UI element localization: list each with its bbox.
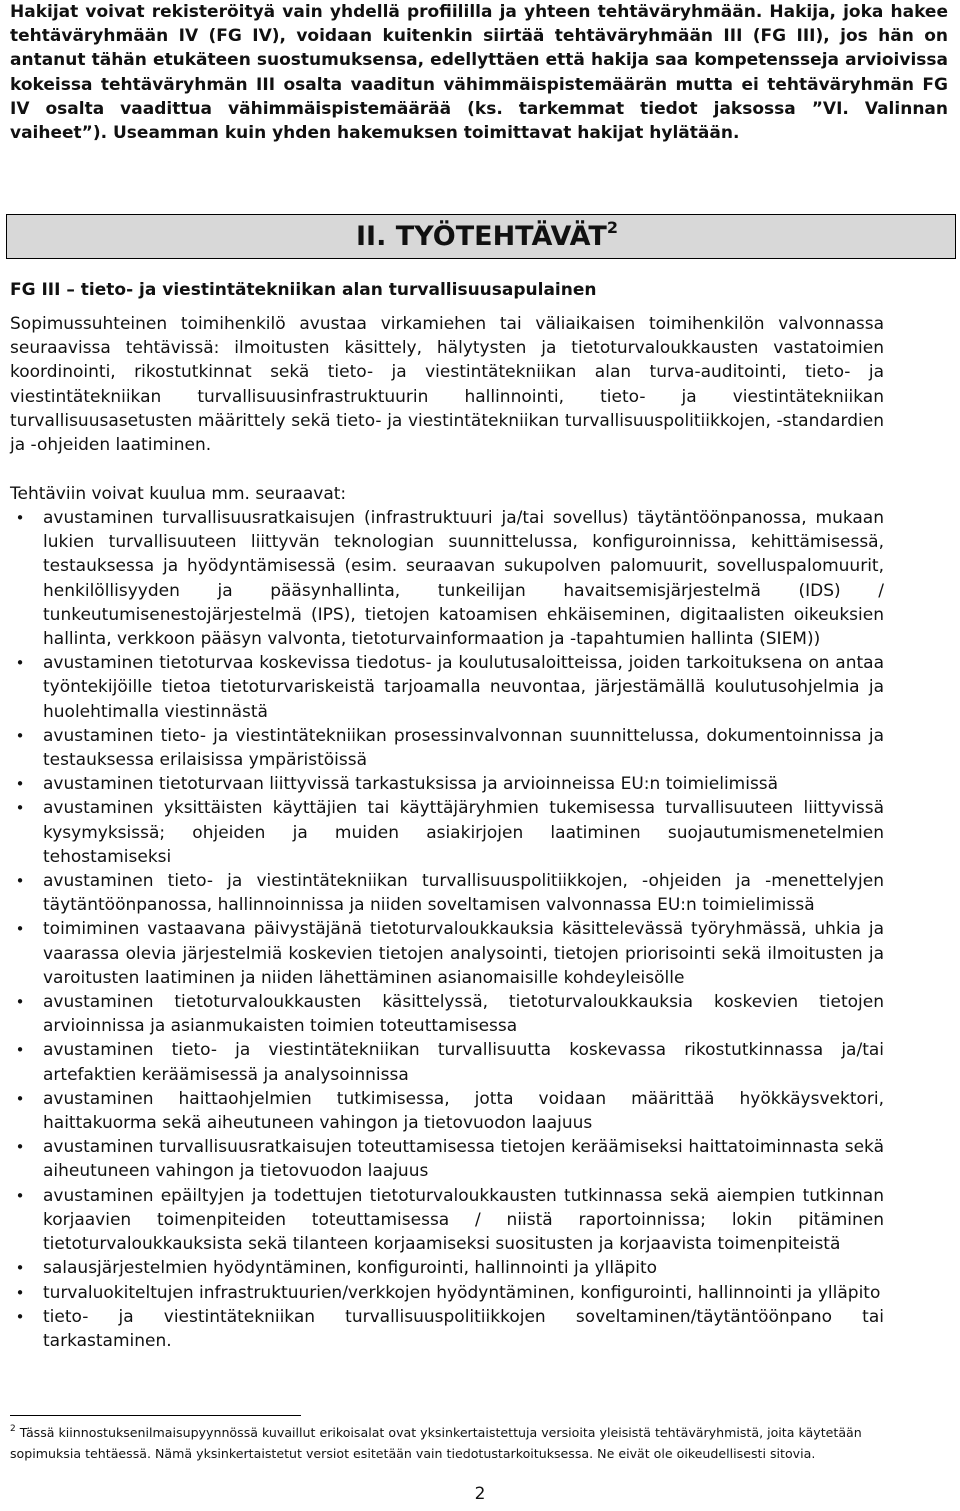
list-item	[10, 917, 884, 990]
bullet-icon: •	[15, 993, 25, 1012]
task-text: avustaminen epäiltyjen ja todettujen tietoturvaloukkausten tutkinnassa sekä aiempien tutkinnan korjaavien toimenpiteiden toteuttamisessa / niistä raportoinnissa; lokin pitäminen tietoturvaloukkauksista sekä tilanteen korjaamiseksi suositusten ja korjaavista toimenpiteistä	[43, 1185, 884, 1255]
list-item	[10, 772, 884, 796]
task-text: avustaminen tieto- ja viestintätekniikan turvallisuutta koskevassa rikostutkinnassa ja/tai artefaktien keräämisessä ja analysoinnissa	[43, 1040, 884, 1085]
section-title	[0, 216, 960, 258]
task-text: avustaminen yksittäisten käyttäjien tai käyttäjäryhmien tukemisessa turvallisuuteen liittyvissä kysymyksissä; ohjeiden ja muiden asiakirjojen laatiminen suojautumismenetelmien tehostamiseksi	[43, 798, 884, 867]
bullet-icon: •	[15, 920, 25, 939]
list-item	[10, 1256, 884, 1280]
task-text: avustaminen turvallisuusratkaisujen toteuttamisessa tietojen keräämiseksi haittatoiminnasta sekä aiheutuneen vahingon ja tietovuodon laajuus	[43, 1137, 884, 1182]
task-text: turvaluokiteltujen infrastruktuurien/verkkojen hyödyntäminen, konfigurointi, hallinnointi ja ylläpito	[43, 1282, 881, 1303]
section-footnote-ref[interactable]: 2	[606, 218, 618, 237]
bullet-icon: •	[15, 654, 25, 673]
page-number: 2	[474, 1484, 486, 1504]
list-item	[10, 1038, 884, 1086]
list-item	[10, 1135, 884, 1183]
tasks-lead: Tehtäviin voivat kuulua mm. seuraavat:	[10, 484, 347, 504]
list-item	[10, 1087, 884, 1135]
bullet-icon: •	[15, 1307, 25, 1326]
task-text: avustaminen tietoturvaloukkausten käsittelyssä, tietoturvaloukkauksia koskevien tietojen arvioinnissa ja asianmukaisten toimien toteuttamisessa	[43, 992, 884, 1037]
task-text: avustaminen haittaohjelmien tutkimisessa, jotta voidaan määrittää hyökkäysvektori, haittakuorma sekä aiheutuneen vahingon ja tietovuodon laajuus	[43, 1088, 884, 1134]
tasks-list	[10, 506, 884, 1353]
job-description: Sopimussuhteinen toimihenkilö avustaa virkamiehen tai väliaikaisen toimihenkilön valvonnassa seuraavissa tehtävissä: ilmoitusten käsittely, hälytysten ja tietoturvaloukkausten vastatoimien koordinointi, rikostutkinnat sekä tieto- ja viestintätekniikan alan turva-auditointi, tieto- ja viestintätekniikan turvallisuusinfrastruktuurin hallinnointi, tieto- ja viestintätekniikan turvallisuusasetusten määrittely sekä tieto- ja viestintätekniikan turvallisuuspolitiikkojen, -standardien ja -ohjeiden laatiminen.	[10, 314, 884, 456]
footnote	[10, 1422, 910, 1464]
footnote-divider	[10, 1415, 301, 1416]
footnote-number: 2	[10, 1424, 16, 1434]
task-text: avustaminen tieto- ja viestintätekniikan turvallisuuspolitiikkojen, -ohjeiden ja -menettelyjen täytäntöönpanossa, hallinnoinnissa ja niiden soveltamisen valvonnassa EU:n toimielimissä	[43, 871, 884, 916]
list-item	[10, 796, 884, 869]
list-item	[10, 1281, 884, 1305]
list-item	[10, 869, 884, 917]
bullet-icon: •	[15, 726, 25, 745]
task-text: avustaminen tietoturvaa koskevissa tiedotus- ja koulutusaloitteissa, joiden tarkoituksena on antaa työntekijöille tietoa tietoturvariskeistä tarjoamalla neuvontaa, järjestämällä koulutusohjelmia ja huolehtimalla viestinnästä	[43, 653, 884, 722]
task-text: tieto- ja viestintätekniikan turvallisuuspolitiikkojen soveltaminen/täytäntöönpano tai tarkastaminen.	[43, 1306, 884, 1351]
task-text: toimiminen vastaavana päivystäjänä tietoturvaloukkauksia käsittelevässä työryhmässä, uhkia ja vaarassa olevia järjestelmiä koskevien tietojen analysointi, tietojen priorisointi sekä ilmoitusten ja varoitusten laatiminen ja niiden lähettäminen asianomaisille kohdeyleisölle	[43, 919, 884, 988]
section-title-text: II. TYÖTEHTÄVÄT	[356, 221, 607, 252]
task-text: avustaminen turvallisuusratkaisujen (infrastruktuuri ja/tai sovellus) täytäntöönpanossa, mukaan lukien turvallisuuteen liittyvän teknologian suunnittelussa, konfiguroinnissa, kehittämisessä, testauksessa ja hyödyntämisessä (esim. seuraavan sukupolven palomuurit, sovelluspalomuurit, henkilöllisyyden ja pääsynhallinta, tunkeilijan havaitsemisjärjestelmä (IDS) / tunkeutumisenestojärjestelmä (IPS), tietojen katoamisen ehkäiseminen, digitaalisten oikeuksien hallinta, verkkoon pääsyn valvonta, tietoturvainformaation ja -tapahtumien hallinta (SIEM))	[43, 508, 884, 650]
task-text: salausjärjestelmien hyödyntäminen, konfigurointi, hallinnointi ja ylläpito	[43, 1258, 658, 1279]
task-text: avustaminen tieto- ja viestintätekniikan prosessinvalvonnan suunnittelussa, dokumentoinnissa ja testauksessa erilaisissa ympäristöissä	[43, 725, 884, 771]
bullet-icon: •	[15, 775, 25, 794]
footnote-text: Tässä kiinnostuksenilmaisupyynnössä kuvaillut erikoisalat ovat yksinkertaistettuja versioita yleisistä tehtäväryhmistä, joita käytetään sopimuksia tehtäessä. Nämä yksinkertaistetut versiot esitetään vain tiedotustarkoituksessa. Ne eivät ole oikeudellisesti sitovia.	[10, 1425, 862, 1461]
bullet-icon: •	[15, 1186, 25, 1205]
bullet-icon: •	[15, 799, 25, 818]
list-item	[10, 651, 884, 724]
bullet-icon: •	[15, 872, 25, 891]
list-item	[10, 1305, 884, 1353]
job-subheading: FG III – tieto- ja viestintätekniikan alan turvallisuusapulainen	[10, 280, 597, 300]
bullet-icon: •	[15, 1283, 25, 1302]
intro-paragraph: Hakijat voivat rekisteröityä vain yhdellä profiililla ja yhteen tehtäväryhmään. Hakija, joka hakee tehtäväryhmään IV (FG IV), voidaan kuitenkin siirtää tehtäväryhmään III (FG III), jos hän on antanut tähän etukäteen suostumuksensa, edellyttäen että hakija saa kompetensseja arvioivissa kokeissa tehtäväryhmän III osalta vaaditun vähimmäispistemäärän mutta ei tehtäväryhmän FG IV osalta vaadittua vähimmäispistemäärää (ks. tarkemmat tiedot jaksossa ”VI. Valinnan vaiheet”). Useamman kuin yhden hakemuksen toimittavat hakijat hylätään.	[10, 2, 948, 144]
task-text: avustaminen tietoturvaan liittyvissä tarkastuksissa ja arvioinneissa EU:n toimielimissä	[43, 774, 779, 795]
list-item	[10, 724, 884, 772]
bullet-icon: •	[15, 509, 25, 527]
list-item	[10, 1184, 884, 1257]
bullet-icon: •	[15, 1259, 25, 1278]
bullet-icon: •	[15, 1089, 25, 1108]
list-item	[10, 506, 884, 651]
bullet-icon: •	[15, 1138, 25, 1157]
bullet-icon: •	[15, 1041, 25, 1060]
list-item	[10, 990, 884, 1038]
